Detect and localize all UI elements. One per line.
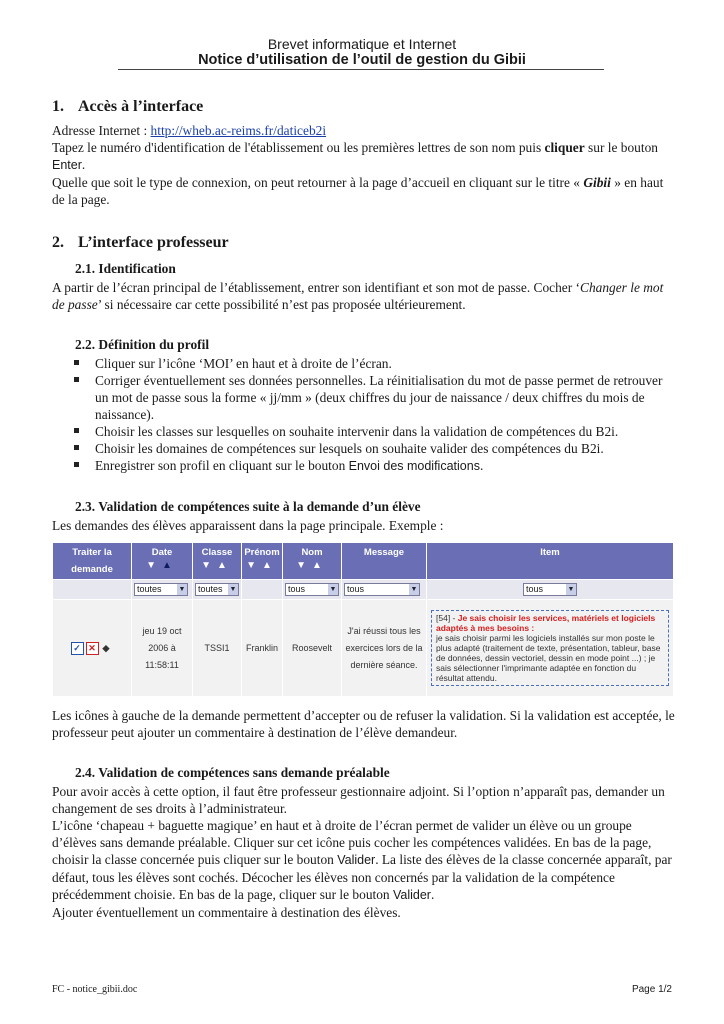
item-text: je sais choisir parmi les logiciels installés sur mon poste le plus adapté (traitement de texte, présentation, tableur, base de données, dessin vectoriel, dessin en mode point ...) ; je sais sélectionner l'imprimante adaptée en fonction du résultat attendu.: [436, 633, 661, 683]
item-description-box: [431, 610, 669, 686]
action-icons: [53, 600, 132, 697]
address-line: [52, 122, 676, 139]
header-title: Notice d’utilisation de l’outil de gestion du Gibii: [198, 52, 526, 68]
select-value: tous: [526, 584, 544, 594]
chevron-down-icon: ▼: [178, 586, 186, 593]
nom-filter-select[interactable]: [285, 583, 339, 596]
envoi-button-label: Envoi des modifications: [348, 459, 480, 473]
list-item: [52, 423, 676, 440]
list-item-text: Choisir les domaines de compétences sur lesquels on souhaite valider des compétences du B2i.: [95, 441, 604, 456]
footer-filename: FC - notice_gibii.doc: [52, 984, 138, 995]
gibii-title: Gibii: [583, 175, 611, 190]
row-message: J'ai réussi tous les exercices lors de la dernière séance.: [342, 600, 427, 697]
section-2-3-heading: 2.3. Validation de compétences suite à la demande d’un élève: [75, 499, 421, 514]
col-header-item: [427, 543, 674, 580]
bullet: [74, 428, 79, 433]
section-2-1-paragraph: [52, 279, 676, 313]
text: .: [81, 157, 86, 172]
filter-empty: [53, 580, 132, 600]
filter-nom[interactable]: [283, 580, 342, 600]
text: A partir de l’écran principal de l’établissement, entrer son identifiant et son mot de passe. Cocher ‘: [52, 280, 581, 295]
select-value: toutes: [198, 584, 223, 594]
message-filter-select[interactable]: [344, 583, 420, 596]
text: » en haut de la page.: [52, 175, 664, 207]
section-2-heading: [52, 232, 676, 254]
wizard-hat-icon[interactable]: ◆: [102, 642, 110, 653]
chevron-down-icon: ▼: [329, 586, 337, 593]
sort-arrows-icon[interactable]: ▼▲: [201, 560, 233, 571]
section-2-1-heading: 2.1. Identification: [75, 261, 176, 276]
address-link[interactable]: http://wheb.ac-reims.fr/daticeb2i: [150, 123, 327, 138]
header-label: Message: [363, 547, 405, 558]
item-filter-select[interactable]: [523, 583, 577, 596]
text: .: [479, 458, 484, 473]
header-label: Prénom: [244, 547, 280, 558]
list-item: [52, 440, 676, 457]
sort-arrows-icon[interactable]: ▼▲: [146, 560, 178, 571]
bullet: [74, 445, 79, 450]
text: sur le bouton: [584, 140, 658, 155]
section-2-number: 2.: [52, 234, 64, 251]
filter-classe[interactable]: [193, 580, 242, 600]
col-header-nom[interactable]: [283, 543, 342, 580]
col-header-classe[interactable]: [193, 543, 242, 580]
footer-page-number: Page 1/2: [631, 984, 672, 995]
accept-check-icon[interactable]: ✓: [71, 642, 84, 655]
list-item-text: Cliquer sur l’icône ‘MOI’ en haut et à droite de l’écran.: [95, 356, 392, 371]
text: L’icône ‘chapeau + baguette magique’ en haut et à droite de l’écran permet de valider un élève ou un groupe d’élèves sans demande préalable. Cliquer sur cet icône puis cocher les compétences validées. En bas de la page, choisir la classe concernée puis cliquer sur le bouton: [52, 818, 652, 867]
header-subtitle: Brevet informatique et Internet: [267, 36, 457, 52]
header-label: Traiter la demande: [71, 547, 113, 575]
col-header-traiter: [53, 543, 132, 580]
classe-filter-select[interactable]: [195, 583, 239, 596]
text: ’ si nécessaire car cette possibilité n’est pas proposée ultérieurement.: [97, 297, 466, 312]
bullet: [74, 377, 79, 382]
section-2-3-after: Les icônes à gauche de la demande permettent d’accepter ou de refuser la validation. Si la validation est acceptée, le professeur peut ajouter un commentaire à destination de l’élève demandeur.: [52, 708, 675, 740]
address-label: Adresse Internet :: [52, 123, 151, 138]
row-nom: Roosevelt: [283, 600, 342, 697]
chevron-down-icon: ▼: [229, 586, 237, 593]
item-title: Je sais choisir les services, matériels et logiciels adaptés à mes besoins :: [436, 613, 656, 633]
select-value: toutes: [137, 584, 162, 594]
text: Quelle que soit le type de connexion, on peut retourner à la page d’accueil en cliquant sur le titre «: [52, 175, 584, 190]
item-code: [54] -: [436, 613, 458, 623]
select-value: tous: [347, 584, 365, 594]
section-2-title: L’interface professeur: [78, 234, 229, 251]
row-date: jeu 19 oct 2006 à 11:58:11: [132, 600, 193, 697]
valider-button-label: Valider: [392, 888, 431, 902]
table-row: [53, 600, 674, 697]
list-item-text: Corriger éventuellement ses données personnelles. La réinitialisation du mot de passe permet de retrouver un mot de passe sous la forme « jj/mm » (deux chiffres du jour de naissance / deux chiffres du mois de naissance).: [95, 373, 663, 422]
chevron-down-icon: ▼: [567, 586, 575, 593]
filter-date[interactable]: [132, 580, 193, 600]
section-1-heading: [52, 96, 676, 118]
row-classe: TSSI1: [193, 600, 242, 697]
bullet: [74, 360, 79, 365]
section-2-4-heading: 2.4. Validation de compétences sans demande préalable: [75, 765, 390, 780]
col-header-prenom[interactable]: [242, 543, 283, 580]
text: . La liste des élèves de la classe concernée apparaît, par défaut, tous les élèves sont cochés. Décocher les élèves non concernés par la validation de la compétence précédemment choisie. En bas de la page, cliquer sur le bouton: [52, 852, 672, 902]
refuse-cross-icon[interactable]: ✕: [86, 642, 99, 655]
filter-item[interactable]: [427, 580, 674, 600]
filter-message[interactable]: [342, 580, 427, 600]
header-label: Nom: [301, 547, 323, 558]
row-prenom: Franklin: [242, 600, 283, 697]
section-2-4-paragraph-2: [52, 817, 676, 904]
section-1-title: Accès à l’interface: [78, 98, 204, 115]
list-item-text: Enregistrer son profil en cliquant sur le bouton: [95, 458, 349, 473]
profile-steps-list: [52, 355, 676, 475]
row-item: [427, 600, 674, 697]
text: .: [430, 887, 435, 902]
section-2-3-intro: Les demandes des élèves apparaissent dans la page principale. Exemple :: [52, 518, 444, 533]
chevron-down-icon: ▼: [410, 586, 418, 593]
bullet: [74, 462, 79, 467]
select-value: tous: [288, 584, 306, 594]
section-2-2-heading: 2.2. Définition du profil: [75, 337, 210, 352]
requests-table-screenshot: [52, 542, 674, 697]
list-item: [52, 372, 676, 423]
section-2-4-paragraph-1: Pour avoir accès à cette option, il faut être professeur gestionnaire adjoint. Si l’option n’apparaît pas, demander un changement de ses droits à l’administrateur.: [52, 784, 665, 816]
header-rule: [118, 69, 604, 70]
list-item-text: Choisir les classes sur lesquelles on souhaite intervenir dans la validation de compétences du B2i.: [95, 424, 619, 439]
text: Tapez le numéro d'identification de l'établissement ou les premières lettres de son nom puis: [52, 140, 545, 155]
valider-button-label: Valider: [337, 853, 376, 867]
section-1-number: 1.: [52, 98, 64, 115]
header-label: Item: [540, 547, 560, 558]
list-item: [52, 457, 676, 475]
filter-empty: [242, 580, 283, 600]
sort-arrows-icon[interactable]: ▼▲: [296, 560, 328, 571]
col-header-date[interactable]: [132, 543, 193, 580]
document-body: [52, 96, 676, 921]
header-label: Date: [151, 547, 173, 558]
section-1-paragraph-1: [52, 139, 676, 174]
header-label: Classe: [201, 547, 233, 558]
section-1-paragraph-2: [52, 174, 676, 208]
col-header-message: [342, 543, 427, 580]
bold-text: cliquer: [544, 140, 585, 155]
date-filter-select[interactable]: [134, 583, 188, 596]
enter-button-label: Enter: [52, 158, 82, 172]
sort-arrows-icon[interactable]: ▼▲: [246, 560, 278, 571]
italic-text: Changer le mot de passe: [52, 280, 664, 312]
section-2-4-paragraph-3: Ajouter éventuellement un commentaire à destination des élèves.: [52, 905, 401, 920]
list-item: [52, 355, 676, 372]
